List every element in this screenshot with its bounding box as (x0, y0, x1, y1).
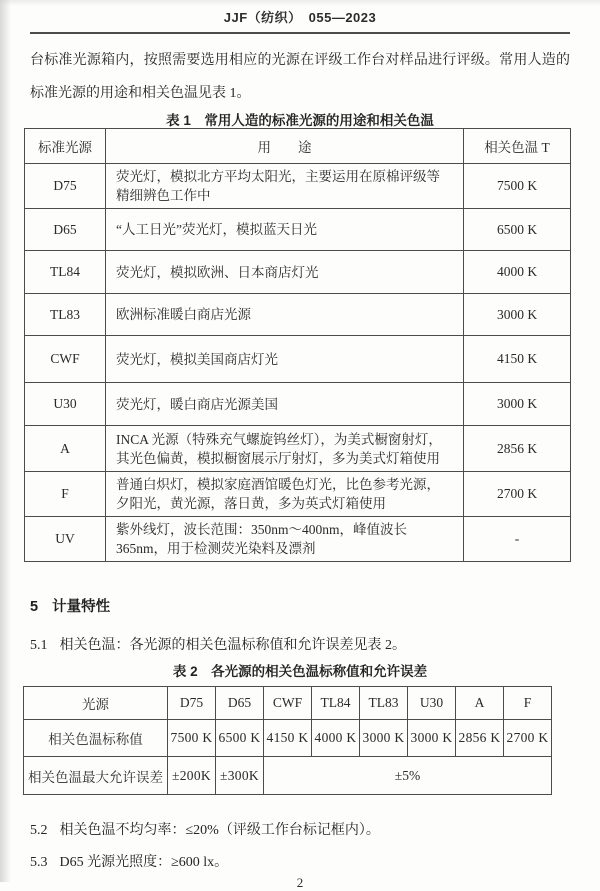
cct-cell: 3000 K (464, 383, 571, 426)
scan-edge-shadow-left (0, 0, 11, 882)
table1-header-cct: 相关色温 T (464, 129, 571, 164)
table2-header-cwf: CWF (264, 687, 312, 720)
clause-5-1 (30, 636, 600, 656)
clause-5-3 (30, 853, 600, 873)
nominal-value-cell: 2700 K (504, 720, 552, 757)
source-code-cell: A (25, 426, 106, 472)
table1-row-tl84 (25, 251, 571, 294)
page-number: 2 (296, 875, 304, 890)
table1-header-source: 标准光源 (25, 129, 106, 164)
use-cell: 荧光灯，暖白商店光源美国 (106, 383, 464, 426)
tolerance-rest-cell: ±5% (264, 757, 552, 795)
table1-row-u30 (25, 383, 571, 426)
clause-5-2-number: 5.2 (30, 823, 48, 838)
use-cell: “人工日光”荧光灯，模拟蓝天日光 (106, 209, 464, 251)
source-code-cell: D75 (25, 164, 106, 209)
cct-cell: 4000 K (464, 251, 571, 294)
table1 (24, 128, 571, 562)
tolerance-d65-cell: ±300K (216, 757, 264, 795)
table2-header-u30: U30 (408, 687, 456, 720)
clause-5-1-number: 5.1 (30, 638, 48, 653)
table1-row-f (25, 472, 571, 517)
table1-row-cwf (25, 336, 571, 383)
section-5-title: 计量特性 (52, 599, 111, 615)
source-code-cell: CWF (25, 336, 106, 383)
cct-cell: - (464, 517, 571, 562)
table2-header-a: A (456, 687, 504, 720)
use-cell: 普通白炽灯，模拟家庭酒馆暖色灯光，比色参考光源，夕阳光，黄光源，落日黄，多为英式灯箱使用 (106, 472, 464, 517)
header-title: JJF（纺织） 055—2023 (223, 10, 377, 25)
table2-header-tl83: TL83 (360, 687, 408, 720)
table2-header-d75: D75 (168, 687, 216, 720)
clause-5-1-text: 相关色温：各光源的相关色温标称值和允许误差见表 2。 (59, 638, 406, 653)
table1-row-d65 (25, 209, 571, 251)
cct-cell: 2700 K (464, 472, 571, 517)
intro-line-2: 标准光源的用途和相关色温见表 1。 (30, 86, 251, 101)
table2 (23, 686, 552, 795)
table2-header-source: 光源 (24, 687, 168, 720)
cct-cell: 7500 K (464, 164, 571, 209)
table2-header-f: F (504, 687, 552, 720)
section-5-number: 5 (30, 599, 39, 615)
use-cell: 荧光灯，模拟美国商店灯光 (106, 336, 464, 383)
table2-nominal-row (24, 720, 552, 757)
intro-paragraph (30, 44, 570, 110)
table2-title: 表 2 各光源的相关色温标称值和允许误差 (172, 664, 428, 679)
cct-cell: 6500 K (464, 209, 571, 251)
source-code-cell: D65 (25, 209, 106, 251)
source-code-cell: TL84 (25, 251, 106, 294)
use-cell: 紫外线灯，波长范围：350nm～400nm，峰值波长 365nm，用于检测荧光染料及漂剂 (106, 517, 464, 562)
table1-title: 表 1 常用人造的标准光源的用途和相关色温 (166, 113, 434, 128)
use-cell: INCA 光源（特殊充气螺旋钨丝灯），为美式橱窗射灯，其光色偏黄，模拟橱窗展示厅射灯，多为美式灯箱使用 (106, 426, 464, 472)
table1-row-d75 (25, 164, 571, 209)
table1-header-use: 用 途 (106, 129, 464, 164)
table2-tolerance-row (24, 757, 552, 795)
nominal-label-cell: 相关色温标称值 (24, 720, 168, 757)
nominal-value-cell: 4000 K (312, 720, 360, 757)
use-cell: 欧洲标准暖白商店光源 (106, 294, 464, 336)
cct-cell: 3000 K (464, 294, 571, 336)
header-rule (30, 32, 570, 34)
intro-line-1: 台标准光源箱内，按照需要选用相应的光源在评级工作台对样品进行评级。常用人造的 (30, 53, 570, 68)
cct-cell: 2856 K (464, 426, 571, 472)
table1-row-uv (25, 517, 571, 562)
clause-5-2-text: 相关色温不均匀率：≤20%（评级工作台标记框内）。 (59, 823, 380, 838)
use-cell: 荧光灯，模拟欧洲、日本商店灯光 (106, 251, 464, 294)
use-cell: 荧光灯，模拟北方平均太阳光，主要运用在原棉评级等精细辨色工作中 (106, 164, 464, 209)
table2-header-tl84: TL84 (312, 687, 360, 720)
tolerance-d75-cell: ±200K (168, 757, 216, 795)
nominal-value-cell: 3000 K (408, 720, 456, 757)
table1-header-row (25, 129, 571, 164)
source-code-cell: U30 (25, 383, 106, 426)
tolerance-label-cell: 相关色温最大允许误差 (24, 757, 168, 795)
table1-row-tl83 (25, 294, 571, 336)
clause-5-3-text: D65 光源光照度：≥600 lx。 (59, 855, 229, 870)
nominal-value-cell: 7500 K (168, 720, 216, 757)
source-code-cell: UV (25, 517, 106, 562)
table2-header-d65: D65 (216, 687, 264, 720)
table1-row-a (25, 426, 571, 472)
nominal-value-cell: 6500 K (216, 720, 264, 757)
source-code-cell: F (25, 472, 106, 517)
clause-5-3-number: 5.3 (30, 855, 48, 870)
source-code-cell: TL83 (25, 294, 106, 336)
page-header (0, 0, 600, 26)
nominal-value-cell: 4150 K (264, 720, 312, 757)
section-5-heading (30, 598, 600, 616)
cct-cell: 4150 K (464, 336, 571, 383)
nominal-value-cell: 2856 K (456, 720, 504, 757)
clause-5-2 (30, 821, 600, 841)
table2-header-row (24, 687, 552, 720)
nominal-value-cell: 3000 K (360, 720, 408, 757)
